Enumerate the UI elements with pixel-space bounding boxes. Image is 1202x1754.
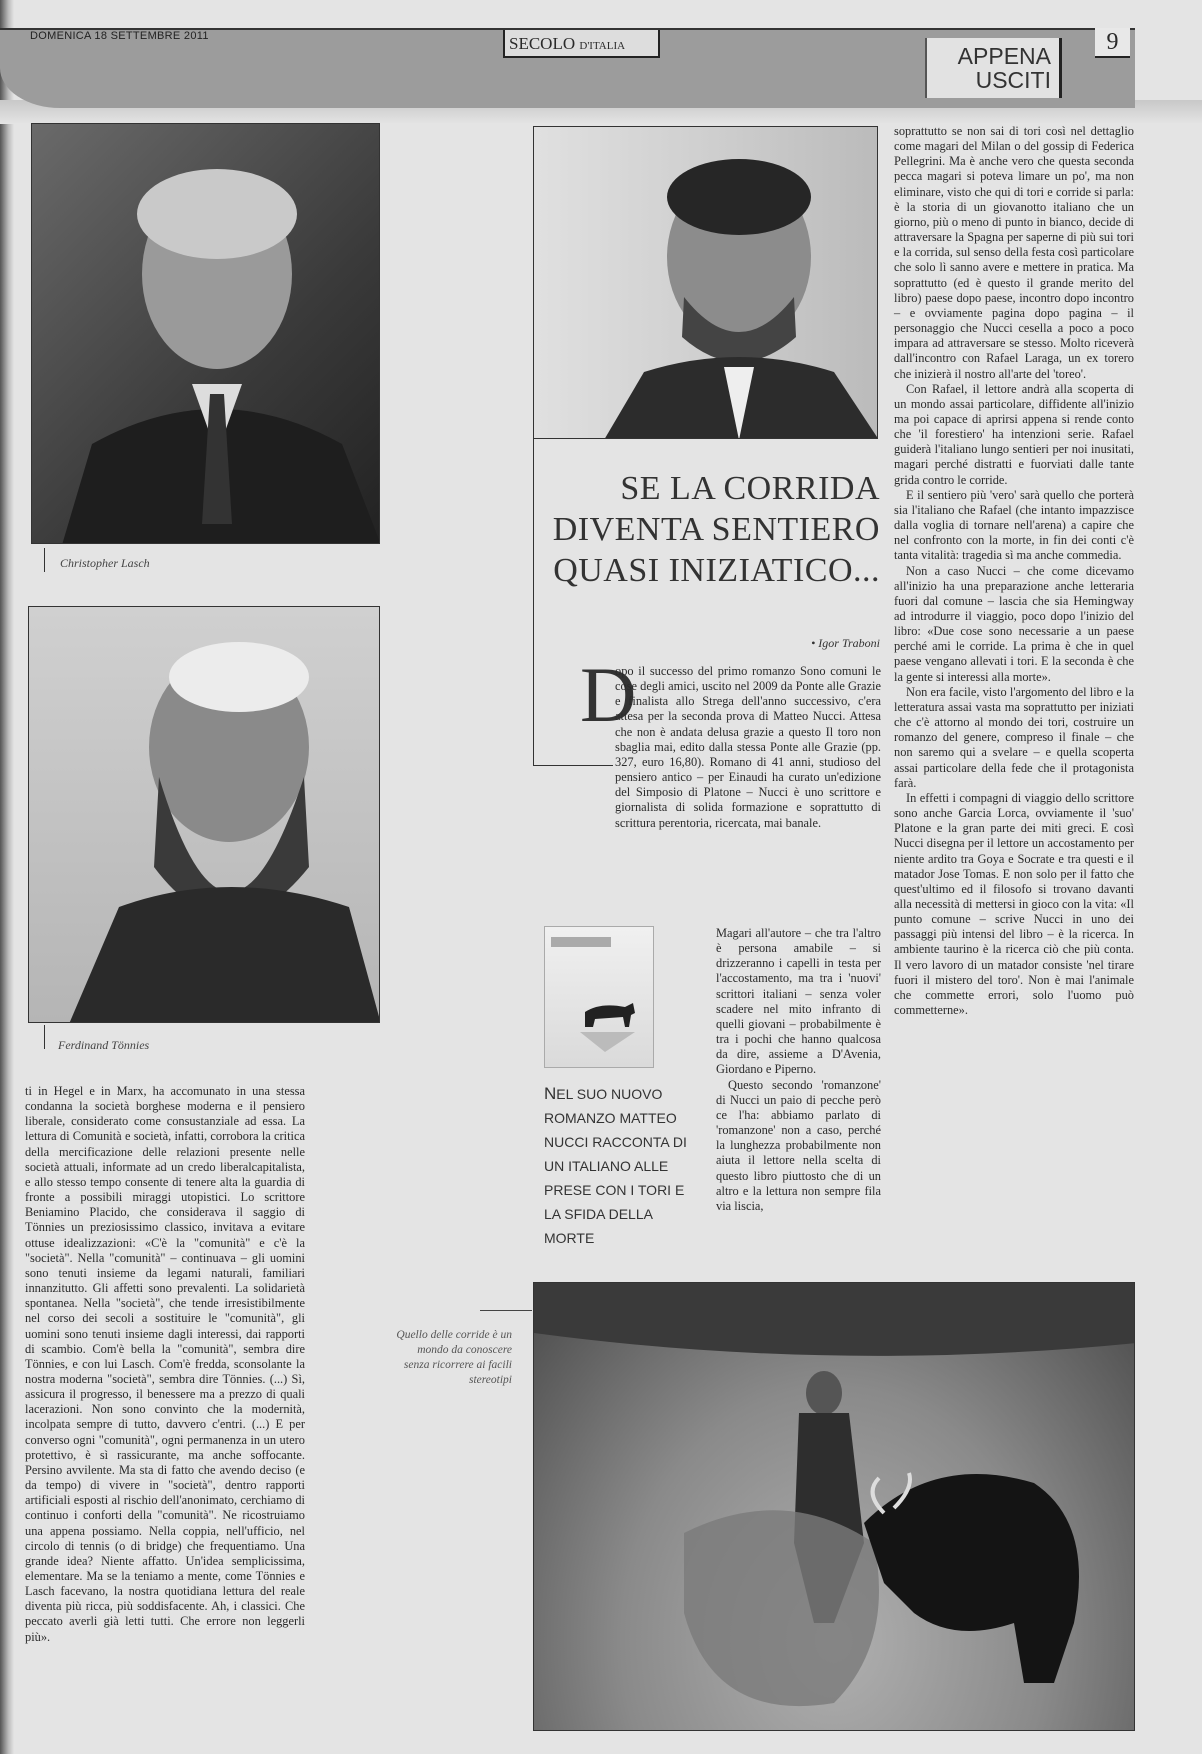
drop-cap: D bbox=[580, 651, 637, 738]
article-paragraph: E il sentiero più 'vero' sarà quello che porterà sia l'italiano che Rafael (che intanto impazzisce dalla voglia di tornare nell'arena) a capire che nel confronto con la morte, in fin dei conti c'è tanta vitalità: tragedia sì ma anche commedia. bbox=[894, 487, 1134, 563]
tonnies-photo bbox=[28, 606, 380, 1023]
bull-icon bbox=[545, 957, 653, 1057]
nucci-photo bbox=[533, 126, 878, 439]
lasch-photo bbox=[31, 123, 380, 544]
masthead-name: SECOLO bbox=[509, 34, 576, 53]
masthead bbox=[503, 30, 660, 58]
caption-rule bbox=[480, 1310, 532, 1311]
issue-date: DOMENICA 18 SETTEMBRE 2011 bbox=[30, 30, 209, 42]
section-line-1: APPENA bbox=[957, 43, 1051, 69]
headline-line: SE LA CORRIDA bbox=[620, 470, 880, 507]
headline-frame-left bbox=[533, 439, 534, 766]
right-column bbox=[894, 124, 1134, 1018]
matador-and-bull-icon bbox=[534, 1283, 1135, 1731]
book-title-block bbox=[551, 937, 611, 947]
article-paragraph: soprattutto se non sai di tori così nel dettaglio come magari del Milan o del gossip di Federica Pellegrini. Ma è anche vero che questa seconda pecca magari si poteva limare un po', ma non eliminare, visto che qui di tori e corride si parla: è la storia di un giovanotto italiano che un giorno, più o meno di punto in bianco, decide di attraversare la Spagna per saperne di più sui tori e la corrida, sul senso della festa così particolare che solo lì sanno avere e mettere in pratica. Ma soprattutto (ed è questo il grande merito del libro) paese dopo paese, incontro dopo incontro – e ovviamente pagina dopo pagina – il personaggio che Nucci cesella a poco a poco impara ad attraversare se stesso. Molto riceverà dall'incontro con Rafael Laraga, un ex torero che inizierà il nostro all'arte del 'toreo'. bbox=[894, 124, 1134, 381]
article-paragraph: Magari all'autore – che tra l'altro è persona amabile – si drizzeranno i capelli in testa per l'accostamento, ma tra i 'nuovi' scrittori italiani – senza voler scadere nel mito infranto di quelli giovani – probabilmente è tra i pochi che hanno qualcosa da dire, assieme a D'Avenia, Giordano e Piperno. bbox=[716, 926, 881, 1077]
article-paragraph: Questo secondo 'romanzone' di Nucci un paio di pecche però ce l'ha: abbiamo parlato di 'romanzone' non a caso, perché la lunghezza probabilmente non aiuta il lettore nella scelta di questo libro piuttosto che di un altro e la lettura non sempre fila via liscia, bbox=[716, 1077, 881, 1213]
portrait-silhouette-icon bbox=[29, 607, 380, 1023]
article-paragraph: Con Rafael, il lettore andrà alla scoperta di un mondo assai particolare, diffidente all'inizio ma poi capace di aprirsi appena si rende conto che 'il forestiero' ha intenzioni serie. Rafael guiderà l'italiano lungo sentieri per noi inusitati, magari perché distratti e fuorviati dalle tante grida contro le corride. bbox=[894, 381, 1134, 487]
pull-quote: NEL SUO NUOVO ROMANZO MATTEO NUCCI RACCONTA DI UN ITALIANO ALLE PRESE CON I TORI E LA SFIDA DELLA MORTE bbox=[544, 1084, 687, 1246]
bullfight-photo bbox=[533, 1282, 1135, 1731]
masthead-suffix: D'ITALIA bbox=[579, 40, 626, 52]
headline bbox=[536, 468, 880, 591]
lasch-caption: Christopher Lasch bbox=[60, 556, 150, 570]
headline-frame-bottom bbox=[533, 765, 613, 766]
headline-line: QUASI INIZIATICO... bbox=[553, 552, 880, 589]
section-line-2: USCITI bbox=[975, 67, 1051, 93]
article-paragraph: opo il successo del primo romanzo Sono comuni le cose degli amici, uscito nel 2009 da Ponte alle Grazie e finalista allo Strega dell'anno successivo, c'era attesa per la seconda prova di Matteo Nucci. Attesa che non è andata delusa grazie a questo Il toro non sbaglia mai, edito dalla stessa Ponte alle Grazie (pp. 327, euro 16,80). Romano di 41 anni, studioso del pensiero antico – per Einaudi ha curato un'edizione del Simposio di Platone – Nucci è uno scrittore e giornalista di solida formazione e soprattutto di scrittura perentoria, ricercata, mai banale. bbox=[615, 664, 881, 830]
page-number: 9 bbox=[1095, 28, 1130, 58]
caption-rule bbox=[44, 1025, 45, 1049]
portrait-silhouette-icon bbox=[534, 127, 878, 439]
book-cover bbox=[544, 926, 654, 1068]
middle-column-bottom bbox=[716, 926, 881, 1214]
middle-column-top bbox=[615, 664, 881, 831]
article-paragraph: In effetti i compagni di viaggio dello scrittore sono anche Garcia Lorca, ovviamente il 'suo' Platone e la gran parte dei miti greci. E così Nucci disegna per il lettore un accostamento per niente ardito tra Goya e Socrate e tra questi e il matador Jose Tomas. E non solo per il fatto che quest'ultimo ed il filosofo si trovano davanti alla necessità di mettersi in gioco con la vita: «Il punto comune – scrive Nucci in uno dei passaggi più intensi del libro – è la ricerca. In ambiente taurino è la ricerca ciò che più conta. Il vero lavoro di un matador consiste 'nel tirare fuori il mistero del toro'. Non è mai l'animale che commette errori, solo l'uomo può commetterne». bbox=[894, 790, 1134, 1018]
article-paragraph: Non a caso Nucci – che come dicevamo all'inizio ha una preparazione anche letteraria fuori dal comune – lascia che sia Hemingway ad introdurre il viaggio, poco dopo l'inizio del libro: «Due cose sono necessarie a un paese perché ami le corride. La prima è che in quel paese vengano allevati i tori. E la seconda è che la gente si interessi alla morte». bbox=[894, 563, 1134, 684]
page-edge-shadow bbox=[0, 0, 14, 1754]
section-label bbox=[925, 38, 1062, 98]
bullfight-caption: Quello delle corride è un mondo da conoscere senza ricorrere ai facili stereotipi bbox=[396, 1329, 512, 1386]
caption-rule bbox=[44, 548, 45, 572]
article-paragraph: Non era facile, visto l'argomento del libro e la letteratura assai vasta ma soprattutto per iniziati che c'è attorno al mondo dei tori, costruire un romanzo del genere, compreso il finale – che non saremo qui a svelare – e quella scoperta assai particolare della fede che il protagonista farà. bbox=[894, 684, 1134, 790]
tonnies-caption: Ferdinand Tönnies bbox=[58, 1038, 150, 1052]
left-article-text: ti in Hegel e in Marx, ha accomunato in una stessa condanna la società borghese moderna e il pensiero liberale, considerato come consustanziale ad essa. La lettura di Comunità e società, infatti, corrobora la critica della mercificazione delle relazioni presente nelle società attuali, informate ad un credo liberalcapitalista, e allo stesso tempo consente di tenere alta la guardia di fronte a possibili miraggi utopistici. Lo scrittore Beniamino Placido, che considerava il saggio di Tönnies un preziosissimo classico, invitava a evitare ottuse idealizzazioni: «C'è la "comunità" e c'è la "società". Nella "comunità" – continuava – gli uomini sono tenuti insieme da legami naturali, familiari innanzitutto. Gli affetti sono prevalenti. La solidarietà spontanea. Nella "società", che tende irresistibilmente nel corso dei secoli a sostituire le "comunità", gli uomini sono tenuti insieme dagli interessi, dai rapporti di scambio. Com'è bella la "comunità", sembra dire Tönnies, e con lui Lasch. Com'è fredda, sconsolante la nostra moderna "società", sembra dire Tönnies. (...) Sì, assicura il progresso, il benessere ma a prezzo di quali lacerazioni. Non sono convinto che la modernità, incolpata sempre di tutto, davvero c'entri. (...) E per converso ogni "comunità", ogni permanenza in un utero protettivo, è sì rassicurante, ma anche soffocante. Persino avvilente. Ma sta di fatto che avendo deciso (e da tempo) di vivere in "società", dentro rapporti artificiali esposti al rischio dell'anonimato, cerchiamo di continuo i conforti della "comunità". Ne ricostruiamo una appena possiamo. Nella coppia, nell'ufficio, nel circolo di tennis (o di bridge) che frequentiamo. Una grande idea? Niente affatto. Un'idea semplicissima, elementare. Ma se la teniamo a mente, come Tönnies e Lasch facevano, la nostra quotidiana lettura del reale diventa più ricca, più soddisfacente. Ah, i classici. Che peccato averli già letti tutti. Che errore non leggerli più». bbox=[25, 1084, 305, 1644]
headline-line: DIVENTA SENTIERO bbox=[552, 511, 880, 548]
byline: • Igor Traboni bbox=[811, 636, 880, 650]
portrait-silhouette-icon bbox=[32, 124, 380, 544]
left-article-column bbox=[25, 1084, 305, 1645]
